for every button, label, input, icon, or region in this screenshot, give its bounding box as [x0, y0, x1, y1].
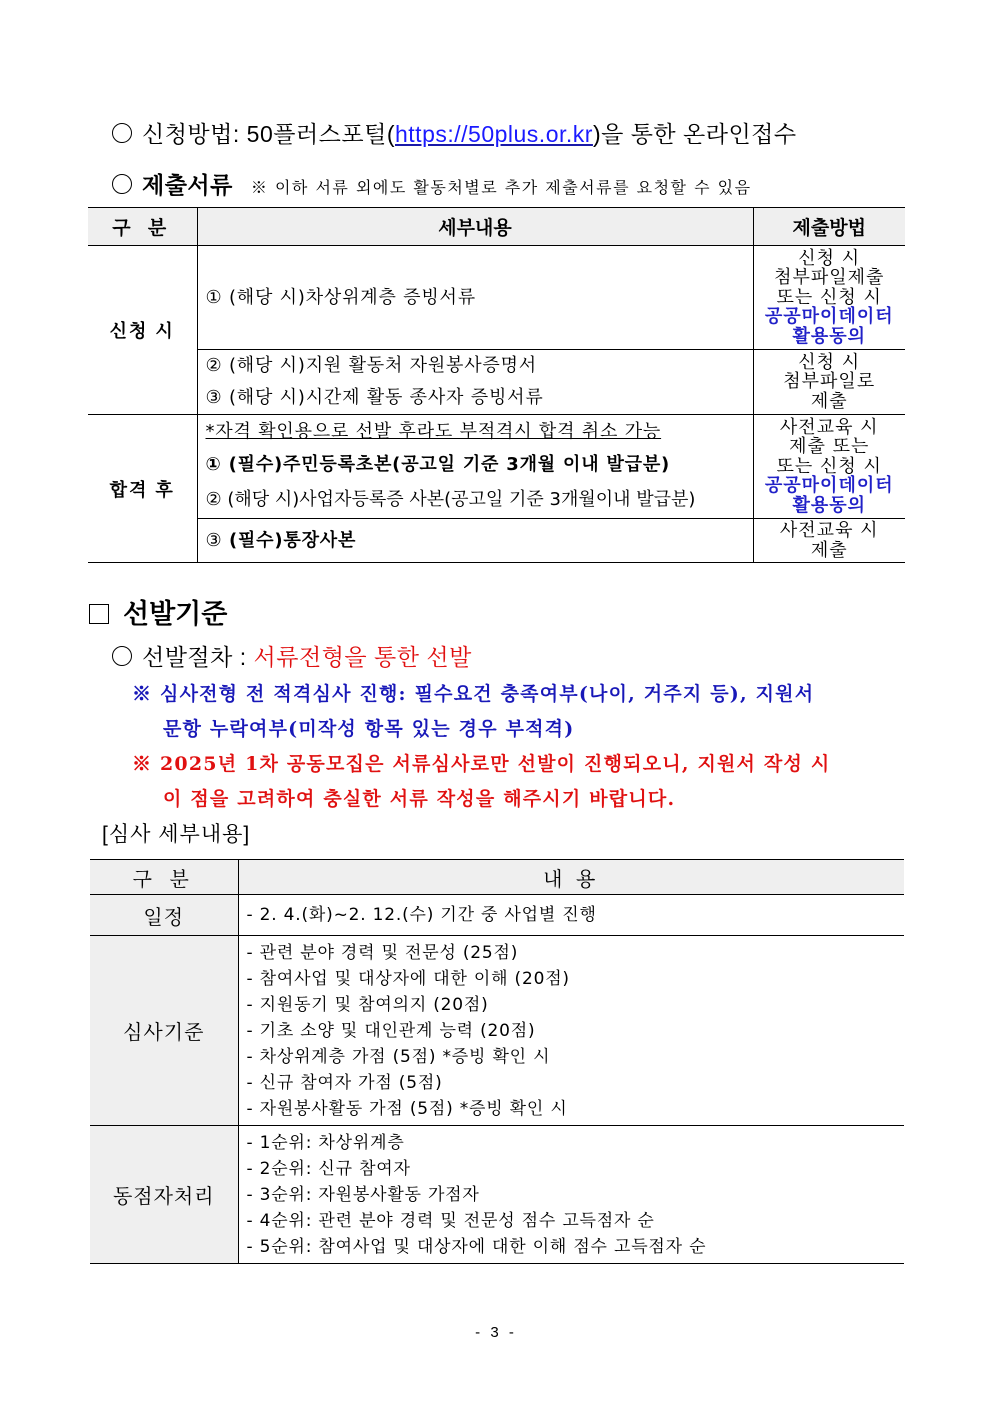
content-line: - 관련 분야 경력 및 전문성 (25점): [246, 942, 519, 963]
apply-method-line: [112, 116, 797, 149]
detail-cell: [197, 350, 753, 415]
method-line: 제출: [810, 539, 848, 561]
detail-cell: [197, 246, 753, 350]
screening-note-line1: ※ 2025년 1차 공동모집은 서류심사로만 선발이 진행되오니, 지원서 작성 시: [132, 753, 831, 775]
content-line: - 차상위계층 가점 (5점) *증빙 확인 시: [246, 1046, 551, 1067]
method-line: 첨부파일로: [783, 371, 876, 393]
method-cell: [753, 415, 905, 519]
header-category: 구 분: [90, 860, 238, 895]
row-label-tiebreak: 동점자처리: [90, 1126, 238, 1264]
method-cell: [753, 246, 905, 350]
circle-bullet-icon: [112, 123, 132, 143]
table-row: [88, 519, 905, 563]
screening-note-line2: 이 점을 고려하여 충실한 서류 작성을 해주시기 바랍니다.: [163, 788, 676, 810]
disqualification-notice: *자격 확인용으로 선발 후라도 부적격시 합격 취소 가능: [205, 420, 662, 442]
detail-item: (필수)통장사본: [228, 529, 357, 551]
content-line: - 참여사업 및 대상자에 대한 이해 (20점): [246, 968, 570, 989]
procedure-line: [112, 639, 472, 672]
header-method: 제출방법: [753, 208, 905, 246]
method-cell: [753, 350, 905, 415]
documents-note: ※ 이하 서류 외에도 활동처별로 추가 제출서류를 요청할 수 있음: [250, 178, 752, 197]
method-line: 첨부파일제출: [774, 267, 885, 289]
procedure-value: 서류전형을 통한 선발: [253, 644, 472, 670]
content-line: - 3순위: 자원봉사활동 가점자: [246, 1184, 480, 1205]
content-line: - 1순위: 차상위계층: [246, 1132, 405, 1153]
category-apply: 신청 시: [88, 246, 197, 415]
category-after-pass: 합격 후: [88, 415, 197, 563]
table-header-row: [90, 860, 904, 895]
documents-label: 제출서류: [142, 172, 233, 198]
method-line-highlight: 공공마이데이터: [764, 306, 894, 328]
method-line: 또는 신청 시: [776, 286, 882, 308]
table-row: [90, 1126, 904, 1264]
review-table: [90, 859, 904, 1264]
content-line: - 자원봉사활동 가점 (5점) *증빙 확인 시: [246, 1098, 568, 1119]
table-row: [90, 936, 904, 1126]
content-line: - 2순위: 신규 참여자: [246, 1158, 411, 1179]
table-row: [90, 895, 904, 936]
header-details: 세부내용: [197, 208, 753, 246]
eligibility-note-line2: 문항 누락여부(미작성 항목 있는 경우 부적격): [163, 718, 575, 740]
row-content: [238, 895, 904, 936]
header-content: 내 용: [238, 860, 904, 895]
row-content: [238, 1126, 904, 1264]
method-line: 또는 신청 시: [776, 455, 882, 477]
detail-item: ① (필수)주민등록초본(공고일 기준 3개월 이내 발급분): [205, 453, 671, 475]
method-line-highlight: 공공마이데이터: [764, 475, 894, 497]
method-line: 신청 시: [798, 247, 861, 269]
apply-method-suffix: )을 통한 온라인접수: [592, 121, 797, 147]
table-row: [88, 415, 905, 519]
detail-cell: [197, 519, 753, 563]
circle-bullet-icon: [112, 646, 132, 666]
table-row: [88, 246, 905, 350]
detail-item: ② (해당 시)사업자등록증 사본(공고일 기준 3개월이내 발급분): [205, 488, 696, 510]
section-title-selection: [89, 592, 227, 631]
review-details-heading: [심사 세부내용]: [102, 823, 251, 846]
eligibility-note-line1: ※ 심사전형 전 적격심사 진행: 필수요건 충족여부(나이, 거주지 등), 지원서: [132, 683, 815, 705]
row-content: [238, 936, 904, 1126]
apply-method-label: 신청방법: 50플러스포털(: [142, 121, 395, 147]
method-line-highlight: 활용동의: [792, 494, 867, 516]
circle-bullet-icon: [112, 174, 132, 194]
content-line: - 5순위: 참여사업 및 대상자에 대한 이해 점수 고득점자 순: [246, 1236, 707, 1257]
row-label-criteria: 심사기준: [90, 936, 238, 1126]
documents-line: [112, 167, 752, 200]
method-cell: [753, 519, 905, 563]
table-header-row: [88, 208, 905, 246]
detail-item: ① (해당 시)차상위계층 증빙서류: [205, 286, 476, 308]
method-line: 제출 또는: [789, 436, 870, 458]
header-category: 구 분: [88, 208, 197, 246]
detail-cell: [197, 415, 753, 519]
detail-item: ③ (해당 시)시간제 활동 종사자 증빙서류: [205, 387, 544, 408]
method-line: 신청 시: [798, 351, 861, 373]
content-line: - 4순위: 관련 분야 경력 및 전문성 점수 고득점자 순: [246, 1210, 655, 1231]
section-title-text: 선발기준: [123, 599, 228, 629]
procedure-label: 선발절차 :: [142, 644, 254, 670]
square-bullet-icon: [89, 604, 109, 624]
portal-link[interactable]: https://50plus.or.kr: [395, 121, 593, 147]
method-line: 사전교육 시: [779, 520, 879, 541]
detail-item: ② (해당 시)지원 활동처 자원봉사증명서: [205, 355, 537, 376]
content-line: - 지원동기 및 참여의지 (20점): [246, 994, 489, 1015]
content-line: - 2. 4.(화)~2. 12.(수) 기간 중 사업별 진행: [246, 905, 597, 925]
method-line: 제출: [810, 390, 848, 412]
content-line: - 기초 소양 및 대인관계 능력 (20점): [246, 1020, 536, 1041]
detail-item-prefix: ③: [205, 529, 229, 551]
method-line: 사전교육 시: [779, 416, 879, 438]
table-row: [88, 350, 905, 415]
row-label-schedule: 일정: [90, 895, 238, 936]
content-line: - 신규 참여자 가점 (5점): [246, 1072, 443, 1093]
page-number: - 3 -: [475, 1324, 517, 1341]
documents-table: [88, 207, 905, 563]
method-line-highlight: 활용동의: [792, 325, 867, 347]
